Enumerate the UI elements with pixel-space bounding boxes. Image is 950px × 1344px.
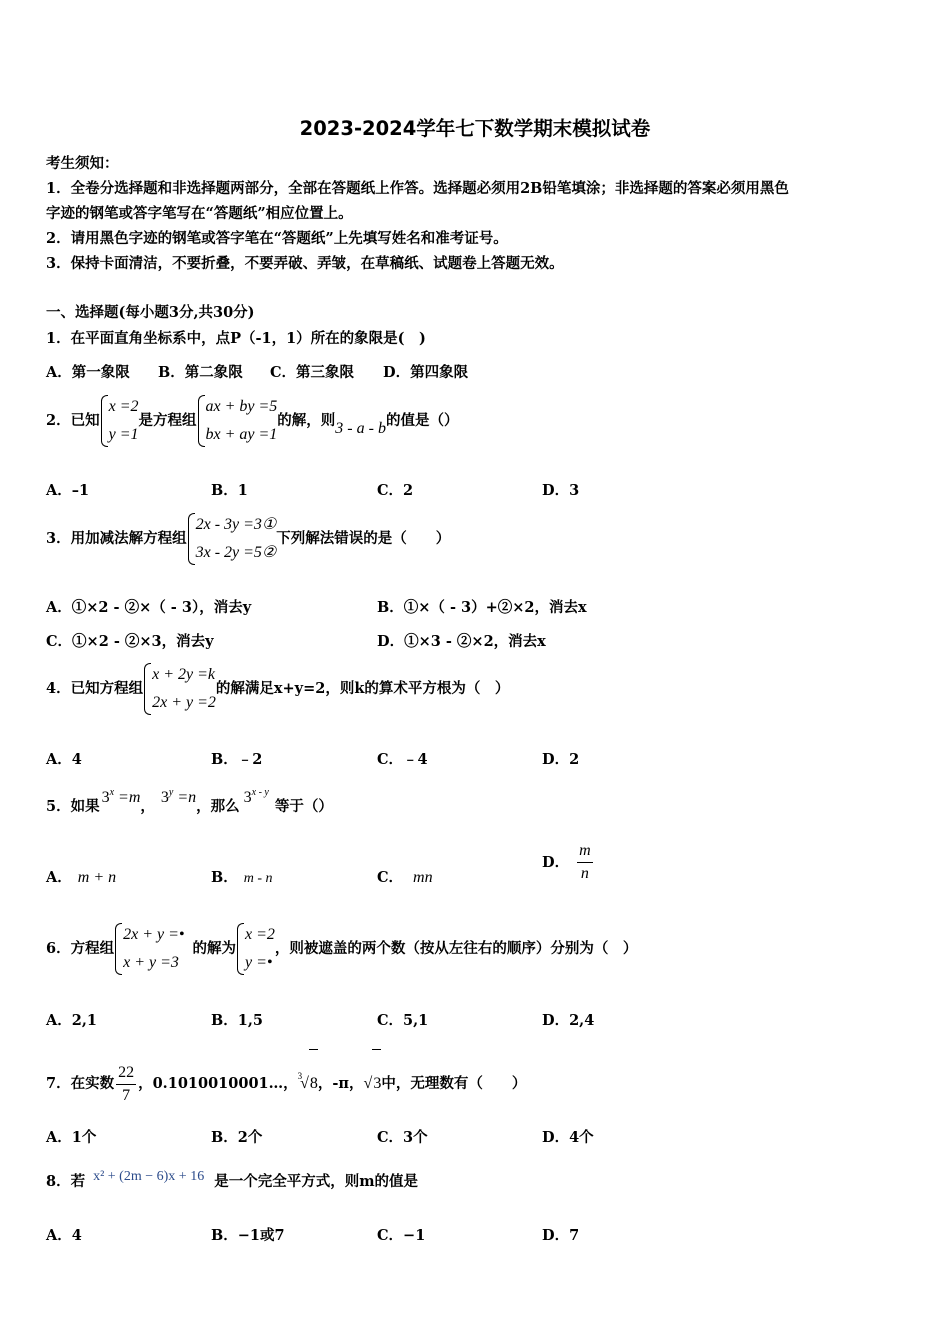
q5-option-b[interactable] <box>211 866 273 887</box>
q5-option-c-expr: mn <box>413 869 433 886</box>
notice-item: 2．请用黑色字迹的钢笔或答字笔在“答题纸”上先填写姓名和准考证号。 <box>46 230 508 247</box>
q7-option-c[interactable]: C．3个 <box>377 1129 428 1146</box>
q7-square-root: √3 <box>364 1075 382 1092</box>
question-1-stem: 1．在平面直角坐标系中，点P（-1，1）所在的象限是( ) <box>46 330 426 347</box>
q4-post: 的解满足x+y=2，则k的算术平方根为（ ） <box>215 680 510 697</box>
notice-item: 字迹的钢笔或答字笔写在“答题纸”相应位置上。 <box>46 205 353 222</box>
q5-option-a[interactable] <box>46 866 116 887</box>
q3-sys-row: 2x - 3y =3① <box>195 516 277 533</box>
q4-option-d[interactable]: D．2 <box>542 751 580 768</box>
q5-base-2: 3 <box>160 789 169 806</box>
q5-mid: ，那么 <box>196 798 240 815</box>
q6-mid: 的解为 <box>192 940 236 957</box>
q5-exp-3: x - y <box>251 787 269 798</box>
q6-sys1-row: x + y =3 <box>123 954 179 971</box>
q5-option-b-expr: m - n <box>243 871 273 886</box>
q1-option-d[interactable]: D．第四象限 <box>383 364 469 381</box>
q8-option-a[interactable]: A．4 <box>46 1227 82 1244</box>
q2-pre: 2．已知 <box>46 412 100 429</box>
q2-sys1-row: x =2 <box>108 398 139 415</box>
q4-option-a[interactable]: A．4 <box>46 751 82 768</box>
q7-option-a[interactable]: A．1个 <box>46 1129 97 1146</box>
q5-option-d[interactable] <box>542 840 593 885</box>
q3-option-b[interactable]: B．①×（ - 3）+②×2，消去x <box>377 599 587 616</box>
q3-option-d[interactable]: D．①×3 - ②×2，消去x <box>377 633 546 650</box>
q8-pre: 8．若 <box>46 1173 86 1190</box>
q7-sqrt-radicand: 3 <box>372 1049 381 1118</box>
q8-option-d[interactable]: D．7 <box>542 1227 580 1244</box>
question-8-stem <box>46 1166 418 1199</box>
q2-solution-system <box>100 393 139 449</box>
q3-equation-system <box>187 511 277 567</box>
question-4-stem <box>46 660 509 718</box>
q6-sys2-row: y =• <box>245 954 273 971</box>
q2-sys2-row: bx + ay =1 <box>205 426 278 443</box>
notice-item: 1．全卷分选择题和非选择题两部分，全部在答题纸上作答。选择题必须用2B铅笔填涂；非选择题的答案必须用黑色 <box>46 180 789 197</box>
q6-equation-system <box>114 921 184 977</box>
q2-option-d[interactable]: D．3 <box>542 482 580 499</box>
q1-option-b[interactable]: B．第二象限 <box>158 364 243 381</box>
q3-post: 下列解法错误的是（ ） <box>276 530 451 547</box>
q5-option-b-label: B． <box>211 869 238 886</box>
q7-frac-num: 22 <box>116 1062 136 1085</box>
q7-list-1: ，0.1010010001…， <box>138 1075 298 1092</box>
q1-option-c[interactable]: C．第三象限 <box>270 364 355 381</box>
q5-power-2 <box>161 789 196 806</box>
q7-option-b[interactable]: B．2个 <box>211 1129 263 1146</box>
q6-solution-system <box>236 921 275 977</box>
q7-list-2: ，-π， <box>317 1075 364 1092</box>
q5-post: 等于（） <box>274 798 333 815</box>
q4-option-c[interactable]: C．﹣4 <box>377 751 428 768</box>
q6-option-c[interactable]: C．5,1 <box>377 1012 429 1029</box>
q1-option-a[interactable]: A．第一象限 <box>46 364 130 381</box>
question-3-stem <box>46 510 450 568</box>
q5-sep: ， <box>140 798 155 815</box>
q2-expression: 3 - a - b <box>335 420 386 437</box>
q4-option-b[interactable]: B．﹣2 <box>211 751 263 768</box>
q4-pre: 4．已知方程组 <box>46 680 144 697</box>
q2-sys2-row: ax + by =5 <box>205 398 278 415</box>
q2-post: 的值是（） <box>385 412 459 429</box>
q5-pre: 5．如果 <box>46 798 100 815</box>
q3-pre: 3．用加减法解方程组 <box>46 530 187 547</box>
q7-fraction <box>116 1062 136 1107</box>
notice-heading: 考生须知： <box>46 155 119 172</box>
q6-post: ，则被遮盖的两个数（按从左往右的顺序）分别为（ ） <box>274 940 638 957</box>
q6-option-a[interactable]: A．2,1 <box>46 1012 97 1029</box>
page-title: 2023-2024学年七下数学期末模拟试卷 <box>299 117 651 140</box>
q5-rhs-2: =n <box>177 789 197 806</box>
q5-exp-2: y <box>168 787 174 798</box>
q7-cube-root: $^3$√8 <box>298 1075 318 1092</box>
question-2-stem <box>46 392 458 450</box>
notice-item: 3．保持卡面清洁，不要折叠，不要弄破、弄皱，在草稿纸、试题卷上答题无效。 <box>46 255 564 272</box>
q5-option-a-label: A． <box>46 869 72 886</box>
q7-cbrt-index: 3 <box>297 1071 303 1081</box>
q5-option-a-expr: m + n <box>77 869 117 886</box>
q5-option-c[interactable] <box>377 866 433 887</box>
q4-sys-row: 2x + y =2 <box>152 694 216 711</box>
q5-base-1: 3 <box>101 789 110 806</box>
q5-option-d-label: D． <box>542 853 570 871</box>
q3-option-a[interactable]: A．①×2 - ②×（ - 3），消去y <box>46 599 252 616</box>
q2-option-b[interactable]: B．1 <box>211 482 248 499</box>
q2-mid2: 的解，则 <box>277 412 336 429</box>
q5-option-d-fraction <box>577 840 593 885</box>
q6-sys1-row: 2x + y =• <box>123 926 185 943</box>
question-7-stem <box>46 1042 526 1118</box>
q7-post: 中，无理数有（ ） <box>381 1075 527 1092</box>
q4-equation-system <box>143 661 216 717</box>
question-5-stem <box>46 782 333 827</box>
q5-rhs-1: =m <box>118 789 141 806</box>
q5-exp-1: x <box>109 787 115 798</box>
section-heading: 一、选择题(每小题3分,共30分) <box>46 304 255 321</box>
q2-equation-system <box>197 393 278 449</box>
q5-frac-num: m <box>577 840 593 863</box>
q6-pre: 6．方程组 <box>46 940 115 957</box>
q3-sys-row: 3x - 2y =5② <box>195 544 277 561</box>
q5-power-1 <box>102 789 141 806</box>
q3-option-c[interactable]: C．①×2 - ②×3，消去y <box>46 633 214 650</box>
q8-option-b[interactable]: B．−1或7 <box>211 1227 285 1244</box>
q7-frac-den: 7 <box>122 1086 131 1104</box>
q5-base-3: 3 <box>243 789 252 806</box>
q5-option-c-label: C． <box>377 869 404 886</box>
q8-post: 是一个完全平方式，则m的值是 <box>214 1173 419 1190</box>
q5-frac-den: n <box>580 865 589 882</box>
q8-option-c[interactable]: C．−1 <box>377 1227 426 1244</box>
question-6-stem <box>46 920 637 978</box>
q2-option-a[interactable]: A．–1 <box>46 482 90 499</box>
q8-expression: x² + (2m − 6)x + 16 <box>93 1169 205 1184</box>
q7-pre: 7．在实数 <box>46 1075 115 1092</box>
q7-option-d[interactable]: D．4个 <box>542 1129 594 1146</box>
q5-power-3 <box>244 789 269 806</box>
q4-sys-row: x + 2y =k <box>152 666 215 683</box>
q6-option-d[interactable]: D．2,4 <box>542 1012 595 1029</box>
q2-option-c[interactable]: C．2 <box>377 482 414 499</box>
q2-mid: 是方程组 <box>138 412 197 429</box>
q7-cbrt-radicand: 8 <box>309 1049 318 1118</box>
q6-sys2-row: x =2 <box>245 926 275 943</box>
q2-sys1-row: y =1 <box>108 426 139 443</box>
q6-option-b[interactable]: B．1,5 <box>211 1012 263 1029</box>
